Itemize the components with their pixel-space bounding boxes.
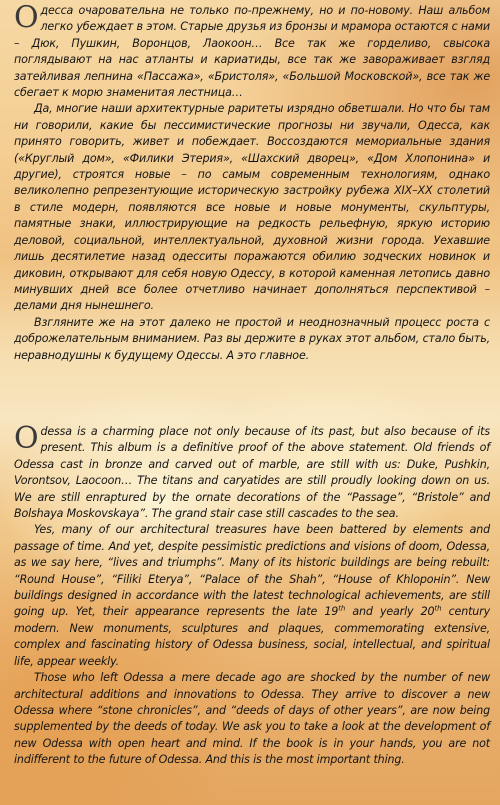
english-text-block xyxy=(14,421,490,769)
russian-paragraph-2: Да, многие наши архитектурные раритеты изрядно обветшали. Но что бы там ни говорили, какие бы пессимистические прогнозы ни звучали, Одесса, как принято говорить, живет и побеждает. Воссоздаются мемориальные здания («Круглый дом», «Филики Этерия», «Шахский дворец», «Дом Хлопонина» и другие), строятся новые – по самым современным технологиям, однако великолепно репрезентующие историческую застройку рубежа XIX–XX столетий в стиле модерн, появляются все новые и новые монументы, скульптуры, памятные знаки, иллюстрирующие на редкость рельефную, яркую историю деловой, социальной, интеллектуальной, духовной жизни города. Уехавшие лишь десятилетие назад одесситы поражаются обилию зодческих новинок и диковин, открывают для себя новую Одессу, в которой каменная летопись давно минувших дней все более отчетливо начинает дополняться перспективой – делами дня нынешнего. xyxy=(14,102,490,313)
russian-paragraph-1-text: дессa очаровательна не только по-прежнему, но и по-новому. Наш альбом легко убеждает в этом. Старые друзья из бронзы и мрамора остаются с нами – Дюк, Пушкин, Воронцов, Лаокоон… Все так же горделиво, свысока поглядывают на нас атланты и кариатиды, все так же завораживает взгляд затейливая лепнина «Пассажа», «Бристоля», «Большой Московской», все так же сбегает к морю знаменитая лестница… xyxy=(14,4,490,100)
english-paragraph-2 xyxy=(14,522,490,670)
english-dropcap: O xyxy=(14,421,39,456)
english-paragraph-1-text: dessa is a charming place not only because of its past, but also because of its present. This album is a definitive proof of the above statement. Old friends of Odessa cast in bronze and carved out of marble, are still with us: Duke, Pushkin, Vorontsov, Laocoon… The titans and caryatides are still proudly looking down on us. We are still enraptured by the ornate decorations of the “Passage”, “Bristole” and Bolshaya Moskovskaya”. The grand stair case still cascades to the sea. xyxy=(14,425,490,521)
english-paragraph-2-text-a: Yes, many of our architectural treasures have been battered by elements and passage of time. And yet, despite pessimistic predictions and visions of doom, Odessa, as we say here, “lives and triumphs”. Many of its historic buildings are being rebuilt: “Round House”, “Filiki Eterya”, “Palace of the Shah”, “House of Khlopонin”. New buildings designed in accordance with the latest technological achievements, are still going up. Yet, their appearance represents the late 19 xyxy=(14,523,490,619)
english-paragraph-1 xyxy=(14,421,490,522)
superscript-th-1: th xyxy=(338,604,346,613)
english-paragraph-2-text-b: and yearly 20 xyxy=(345,605,435,619)
english-paragraph-2-text-c: century modern. New monuments, sculptures and plaques, commemorating extensive, complex and fascinating history of Odessa business, social, intellectual, and spiritual life, appear weekly. xyxy=(14,605,490,668)
superscript-th-2: th xyxy=(434,604,442,613)
russian-paragraph-1 xyxy=(14,0,490,101)
russian-text-block xyxy=(14,0,490,364)
english-paragraph-3: Those who left Odessa a mere decade ago are shocked by the number of new architectural additions and innovations to Odessa. They arrive to discover a new Odessa where “stone chronicles”, and “deeds of days of other years”, are now being supplemented by the deeds of today. We ask you to take a look at the development of new Odessa with open heart and mind. If the book is in your hands, you are not indifferent to the future of Odessa. And this is the most important thing. xyxy=(14,671,490,767)
russian-dropcap: О xyxy=(14,0,39,35)
russian-paragraph-3: Взгляните же на этот далеко не простой и неоднозначный процесс роста с доброжелательным вниманием. Раз вы держите в руках этот альбом, стало быть, неравнодушны к будущему Одессы. А это главное. xyxy=(14,315,490,362)
